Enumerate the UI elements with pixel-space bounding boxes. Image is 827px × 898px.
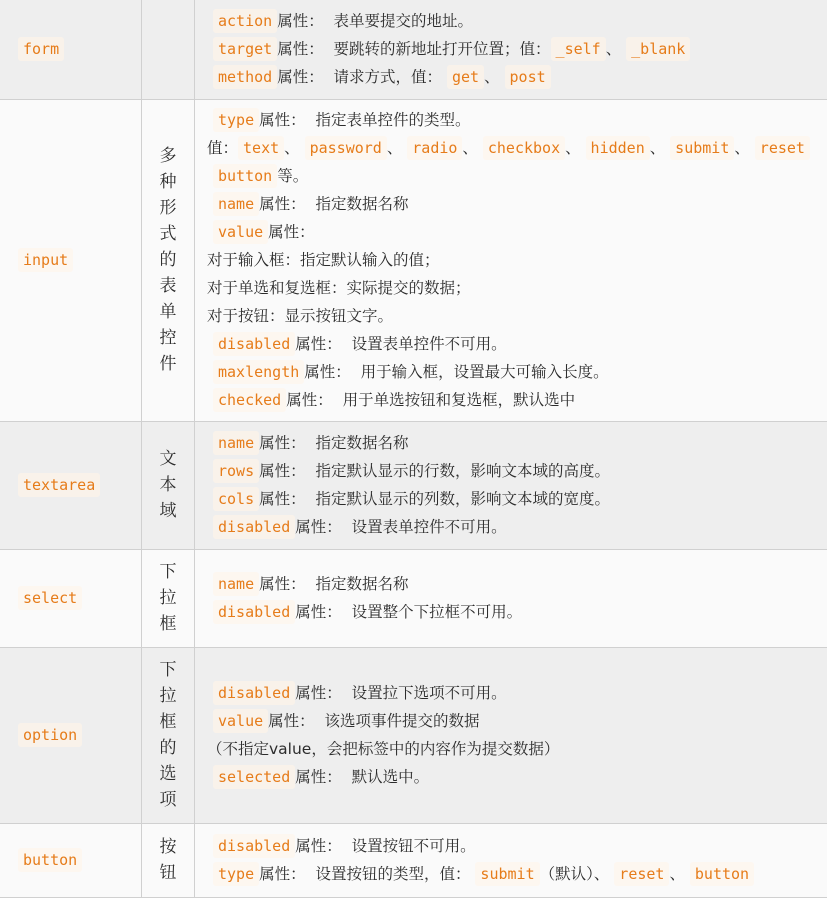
element-tag: textarea — [18, 473, 100, 497]
element-name-char: 形 — [159, 198, 177, 218]
element-name-char: 项 — [159, 790, 177, 810]
code-tag: value — [213, 220, 268, 244]
element-name-char: 框 — [159, 712, 177, 732]
table-row — [0, 421, 827, 549]
element-name-char: 式 — [159, 224, 177, 244]
code-tag: selected — [213, 765, 295, 789]
element-name-char: 选 — [159, 764, 177, 784]
element-name-cell — [142, 647, 195, 823]
description-cell — [195, 549, 827, 647]
element-name — [142, 143, 194, 377]
description-text: （默认）、 — [539, 865, 615, 883]
description-line — [213, 106, 827, 134]
element-name-char: 件 — [159, 354, 177, 374]
description-line — [213, 190, 827, 218]
description-text: 属性： 设置表单控件不可用。 — [295, 518, 507, 536]
description-text: 属性： 要跳转的新地址打开位置；值： — [277, 40, 551, 59]
description-line — [213, 570, 827, 598]
description-text: 、 — [565, 139, 586, 157]
description-text: 属性： 指定默认显示的列数，影响文本域的宽度。 — [259, 490, 610, 508]
element-tag: form — [18, 37, 64, 61]
element-cell — [0, 0, 142, 99]
table-row — [0, 0, 827, 99]
element-tag: option — [18, 723, 82, 747]
element-name-char: 的 — [159, 738, 177, 758]
description-line — [213, 485, 827, 513]
description-line — [213, 860, 827, 888]
code-tag: radio — [407, 136, 462, 160]
code-tag: _blank — [626, 37, 690, 61]
code-tag: reset — [755, 136, 810, 160]
description-line — [213, 35, 827, 63]
code-tag: method — [213, 65, 277, 89]
element-name-char: 按 — [159, 837, 177, 857]
description-text: 属性： 指定数据名称 — [259, 195, 409, 213]
description-text: 属性： 设置整个下拉框不可用。 — [295, 603, 523, 621]
description-text: 对于按钮：显示按钮文字。 — [207, 307, 394, 325]
description-text: 属性： 默认选中。 — [295, 768, 430, 786]
description-text: 对于单选和复选框：实际提交的数据； — [207, 279, 471, 297]
element-name — [142, 446, 194, 524]
code-tag: action — [213, 9, 277, 33]
description-line — [213, 513, 827, 541]
description-line — [213, 707, 827, 735]
table-row — [0, 549, 827, 647]
element-name — [142, 559, 194, 637]
code-tag: type — [213, 108, 259, 132]
element-name — [142, 657, 194, 813]
description-text: 、 — [649, 139, 671, 157]
element-name-char: 的 — [159, 250, 177, 270]
description-line — [213, 63, 827, 91]
element-cell — [0, 549, 142, 647]
element-name-cell — [142, 0, 195, 99]
code-tag: disabled — [213, 681, 295, 705]
code-tag: text — [238, 136, 284, 160]
description-text: 属性： — [268, 223, 315, 241]
element-name-char: 拉 — [159, 686, 177, 706]
description-line — [207, 246, 827, 274]
description-line — [213, 162, 827, 190]
element-name-char: 单 — [159, 302, 177, 322]
element-name-char: 拉 — [159, 588, 177, 608]
code-tag: rows — [213, 459, 259, 483]
description-text: 属性： 用于单选按钮和复选框，默认选中 — [286, 391, 576, 409]
description-text: 属性： 指定数据名称 — [259, 575, 409, 593]
description-line — [213, 598, 827, 626]
description-text: 属性： 设置表单控件不可用。 — [295, 335, 507, 353]
code-tag: name — [213, 572, 259, 596]
element-cell — [0, 647, 142, 823]
element-cell — [0, 421, 142, 549]
description-cell — [195, 647, 827, 823]
code-tag: submit — [670, 136, 734, 160]
description-line — [213, 358, 827, 386]
description-text: 值： — [207, 139, 239, 157]
description-cell — [195, 99, 827, 421]
element-name-char: 种 — [159, 172, 177, 192]
description-line — [213, 386, 827, 414]
code-tag: reset — [614, 862, 669, 886]
element-name-char: 钮 — [159, 863, 177, 883]
element-name-char: 多 — [159, 146, 177, 166]
element-tag: button — [18, 848, 82, 872]
code-tag: maxlength — [213, 360, 304, 384]
element-name-char: 域 — [159, 501, 177, 521]
code-tag: checkbox — [483, 136, 565, 160]
element-name-cell — [142, 99, 195, 421]
table-row — [0, 823, 827, 897]
description-text: 属性： 指定默认显示的行数，影响文本域的高度。 — [259, 462, 610, 480]
description-cell — [195, 823, 827, 897]
code-tag: button — [690, 862, 754, 886]
description-line — [213, 218, 827, 246]
description-text: （不指定value，会把标签中的内容作为提交数据） — [207, 740, 560, 758]
code-tag: password — [305, 136, 387, 160]
description-cell — [195, 421, 827, 549]
code-tag: disabled — [213, 332, 295, 356]
description-line — [207, 735, 827, 763]
description-text: 、 — [462, 139, 483, 157]
description-line — [207, 274, 827, 302]
code-tag: disabled — [213, 600, 295, 624]
code-tag: value — [213, 709, 268, 733]
description-line — [207, 134, 827, 162]
element-name-char: 下 — [159, 660, 177, 680]
description-text: 属性： 设置按钮的类型，值： — [259, 865, 476, 883]
code-tag: hidden — [586, 136, 650, 160]
code-tag: button — [213, 164, 277, 188]
element-name-char: 本 — [159, 475, 177, 495]
element-name — [142, 834, 194, 886]
code-tag: disabled — [213, 515, 295, 539]
description-text: 属性： 请求方式，值： — [277, 68, 447, 87]
description-cell — [195, 0, 827, 99]
description-text: 属性： 指定表单控件的类型。 — [259, 111, 471, 129]
code-tag: post — [505, 65, 551, 89]
description-text: 属性： 指定数据名称 — [259, 434, 409, 452]
description-line — [213, 429, 827, 457]
code-tag: checked — [213, 388, 286, 412]
code-tag: submit — [475, 862, 539, 886]
element-name-char: 下 — [159, 562, 177, 582]
element-name-char: 控 — [159, 328, 177, 348]
description-text: 、 — [669, 865, 690, 883]
element-cell — [0, 99, 142, 421]
element-name-cell — [142, 421, 195, 549]
table-row — [0, 647, 827, 823]
element-name-cell — [142, 823, 195, 897]
code-tag: get — [447, 65, 484, 89]
description-line — [213, 679, 827, 707]
code-tag: _self — [551, 37, 606, 61]
element-tag: select — [18, 586, 82, 610]
description-line — [213, 330, 827, 358]
element-name-char: 框 — [159, 614, 177, 634]
description-text: 、 — [605, 40, 627, 59]
description-text: 属性： 用于输入框，设置最大可输入长度。 — [304, 363, 609, 381]
description-line — [213, 457, 827, 485]
description-line — [207, 302, 827, 330]
description-text: 、 — [386, 139, 408, 157]
code-tag: cols — [213, 487, 259, 511]
description-text: 属性： 表单要提交的地址。 — [277, 12, 474, 31]
description-text: 属性： 该选项事件提交的数据 — [268, 712, 480, 730]
code-tag: name — [213, 431, 259, 455]
description-text: 、 — [284, 139, 305, 157]
description-text: 对于输入框：指定默认输入的值； — [207, 251, 440, 269]
code-tag: name — [213, 192, 259, 216]
description-line — [213, 7, 827, 35]
table-row — [0, 99, 827, 421]
code-tag: type — [213, 862, 259, 886]
code-tag: target — [213, 37, 277, 61]
description-line — [213, 763, 827, 791]
code-tag: disabled — [213, 834, 295, 858]
description-text: 属性： 设置拉下选项不可用。 — [295, 684, 507, 702]
description-text: 属性： 设置按钮不可用。 — [295, 837, 476, 855]
element-name-cell — [142, 549, 195, 647]
element-name-char: 文 — [159, 449, 177, 469]
element-cell — [0, 823, 142, 897]
description-text: 、 — [484, 68, 505, 87]
description-text: 等。 — [277, 167, 309, 185]
description-line — [213, 832, 827, 860]
element-name-char: 表 — [159, 276, 177, 296]
element-tag: input — [18, 248, 73, 272]
description-text: 、 — [734, 139, 755, 157]
